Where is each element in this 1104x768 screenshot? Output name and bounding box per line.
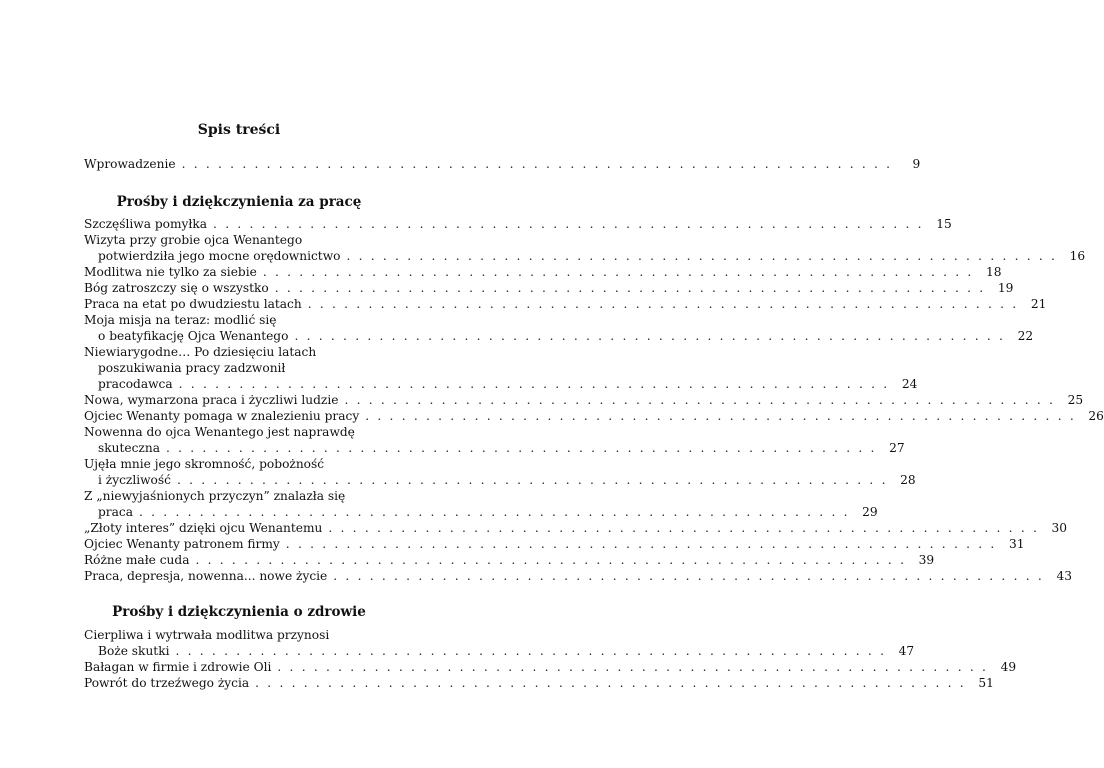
toc-entry-title: Bałagan w firmie i zdrowie Oli xyxy=(84,660,272,674)
toc-entry[interactable] xyxy=(84,488,878,520)
dot-leader: . . . . . . . . . . . . . . . . . . . . . . . . . . . . . . . . . . . . . . . . . . . . . . . . . . . . . . . . . . . xyxy=(307,297,1019,311)
dot-leader: . . . . . . . . . . . . . . . . . . . . . . . . . . . . . . . . . . . . . . . . . . . . . . . . . . . . . . . . . . . xyxy=(178,377,890,391)
dot-leader: . . . . . . . . . . . . . . . . . . . . . . . . . . . . . . . . . . . . . . . . . . . . . . . . . . . . . . . . . . . xyxy=(262,265,974,279)
toc-entry-title: Nowa, wymarzona praca i życzliwi ludzie xyxy=(84,393,339,407)
toc-entry-title: Powrót do trzeźwego życia xyxy=(84,676,250,690)
dot-leader: . . . . . . . . . . . . . . . . . . . . . . . . . . . . . . . . . . . . . . . . . . . . . . . . . . . . . . . . . . . xyxy=(365,409,1076,423)
toc-entry-line xyxy=(84,424,414,440)
toc-entry-title: Niewiarygodne… Po dziesięciu latach xyxy=(84,345,317,359)
toc-entry-title: Wprowadzenie xyxy=(84,157,176,171)
toc-entry-title: i życzliwość xyxy=(98,473,171,487)
toc-entry[interactable] xyxy=(84,659,1017,675)
toc-page-number: 24 xyxy=(901,377,918,391)
dot-leader: . . . . . . . . . . . . . . . . . . . . . . . . . . . . . . . . . . . . . . . . . . . . . . . . . . . . . . . . . . . xyxy=(165,441,877,455)
toc-entry[interactable] xyxy=(84,280,1014,296)
toc-entry[interactable] xyxy=(84,536,1025,552)
toc-entry-title: poszukiwania pracy zadzwonił xyxy=(98,361,286,375)
toc-page-number: 16 xyxy=(1069,249,1086,263)
toc-page-number: 25 xyxy=(1067,393,1084,407)
toc-entry-line xyxy=(84,552,935,568)
toc-entry-line xyxy=(84,456,414,472)
toc-entry-line xyxy=(84,504,878,520)
toc-entry-line xyxy=(84,627,414,643)
toc-page-number: 15 xyxy=(936,217,952,231)
toc-page-number: 26 xyxy=(1088,409,1104,423)
dot-leader: . . . . . . . . . . . . . . . . . . . . . . . . . . . . . . . . . . . . . . . . . . . . . . . . . . . . . . . . . . . xyxy=(274,281,986,295)
toc-entry-title: Wizyta przy grobie ojca Wenantego xyxy=(84,233,303,247)
dot-leader: . . . . . . . . . . . . . . . . . . . . . . . . . . . . . . . . . . . . . . . . . . . . . . . . . . . . . . . . . . . xyxy=(285,537,997,551)
toc-entry-line xyxy=(84,488,414,504)
section-work xyxy=(0,193,478,211)
toc-entry-title: Praca, depresja, nowenna... nowe życie xyxy=(84,569,328,583)
toc-entry-title: Cierpliwa i wytrwała modlitwa przynosi xyxy=(84,628,330,642)
section-heading: Prośby i dziękczynienia za pracę xyxy=(116,194,362,210)
toc-entry-line xyxy=(84,248,1086,264)
toc-entry-line xyxy=(84,312,414,328)
toc-entry-title: praca xyxy=(98,505,133,519)
toc-page-number: 22 xyxy=(1017,329,1034,343)
dot-leader: . . . . . . . . . . . . . . . . . . . . . . . . . . . . . . . . . . . . . . . . . . . . . . . . . . . . . . . . . . . xyxy=(333,569,1044,583)
dot-leader: . . . . . . . . . . . . . . . . . . . . . . . . . . . . . . . . . . . . . . . . . . . . . . . . . . . . . . . . . . . xyxy=(213,217,924,231)
section-heading: Prośby i dziękczynienia o zdrowie xyxy=(112,604,366,620)
toc-entry[interactable] xyxy=(84,552,935,568)
toc-entry[interactable] xyxy=(84,232,1086,264)
toc-entry-title: Praca na etat po dwudziestu latach xyxy=(84,297,302,311)
toc-entry-title: Boże skutki xyxy=(98,644,170,658)
toc-entry-title: Szczęśliwa pomyłka xyxy=(84,217,208,231)
toc-entry[interactable] xyxy=(84,424,905,456)
toc-entry[interactable] xyxy=(84,520,1068,536)
toc-entry[interactable] xyxy=(84,568,1072,584)
toc-entry-line xyxy=(84,156,921,172)
toc-page-number: 28 xyxy=(900,473,916,487)
toc-entry-line xyxy=(84,344,414,360)
dot-leader: . . . . . . . . . . . . . . . . . . . . . . . . . . . . . . . . . . . . . . . . . . . . . . . . . . . . . . . . . . . xyxy=(294,329,1006,343)
toc-page-number: 18 xyxy=(986,265,1002,279)
toc-entry-title: Modlitwa nie tylko za siebie xyxy=(84,265,257,279)
toc-entry-line xyxy=(84,264,1002,280)
toc-entry-title: „Złoty interes” dzięki ojcu Wenantemu xyxy=(84,521,323,535)
toc-title: Spis treści xyxy=(197,122,281,138)
section-health xyxy=(0,603,478,621)
toc-page-number: 27 xyxy=(889,441,905,455)
toc-page-number: 49 xyxy=(1000,660,1017,674)
toc-entry-line xyxy=(84,472,916,488)
toc-entry-line xyxy=(84,232,414,248)
toc-page-number: 31 xyxy=(1008,537,1025,551)
toc-entry[interactable] xyxy=(84,156,921,172)
dot-leader: . . . . . . . . . . . . . . . . . . . . . . . . . . . . . . . . . . . . . . . . . . . . . . . . . . . . . . . . . . . xyxy=(346,249,1058,263)
toc-page-number: 19 xyxy=(997,281,1014,295)
toc-entry[interactable] xyxy=(84,627,915,659)
toc-entry-title: Różne małe cuda xyxy=(84,553,190,567)
toc-entry[interactable] xyxy=(84,675,994,691)
section-work-entries xyxy=(84,216,1104,584)
toc-entry-title: pracodawca xyxy=(98,377,173,391)
toc-entry-line xyxy=(84,376,918,392)
toc-entry[interactable] xyxy=(84,344,918,392)
toc-entry[interactable] xyxy=(84,312,1034,344)
toc-entry-title: Ojciec Wenanty patronem firmy xyxy=(84,537,280,551)
dot-leader: . . . . . . . . . . . . . . . . . . . . . . . . . . . . . . . . . . . . . . . . . . . . . . . . . . . . . . . . . . . xyxy=(195,553,907,567)
toc-entry-line xyxy=(84,392,1084,408)
toc-page-number: 51 xyxy=(978,676,994,690)
toc-page-number: 43 xyxy=(1056,569,1072,583)
toc-entry-title: Nowenna do ojca Wenantego jest naprawdę xyxy=(84,425,355,439)
toc-entry[interactable] xyxy=(84,456,916,488)
toc-entry-title: potwierdziła jego mocne orędownictwo xyxy=(98,249,341,263)
toc-entry[interactable] xyxy=(84,216,952,232)
toc-page-number: 30 xyxy=(1051,521,1068,535)
toc-entry-title: Bóg zatroszczy się o wszystko xyxy=(84,281,269,295)
toc-page-number: 29 xyxy=(862,505,878,519)
toc-page-number: 9 xyxy=(912,157,921,171)
toc-entry-line xyxy=(84,643,915,659)
toc-entry-line xyxy=(84,328,1034,344)
toc-entry-title: Ujęła mnie jego skromność, pobożność xyxy=(84,457,325,471)
dot-leader: . . . . . . . . . . . . . . . . . . . . . . . . . . . . . . . . . . . . . . . . . . . . . . . . . . . . . . . . . . . xyxy=(277,660,989,674)
dot-leader: . . . . . . . . . . . . . . . . . . . . . . . . . . . . . . . . . . . . . . . . . . . . . . . . . . . . . . . . . . . xyxy=(328,521,1040,535)
toc-entry[interactable] xyxy=(84,296,1047,312)
toc-entry-line xyxy=(84,659,1017,675)
dot-leader: . . . . . . . . . . . . . . . . . . . . . . . . . . . . . . . . . . . . . . . . . . . . . . . . . . . . . . . . . . . xyxy=(255,676,966,690)
toc-page-number: 39 xyxy=(918,553,935,567)
section-health-entries xyxy=(84,627,1017,691)
toc-entry-line xyxy=(84,296,1047,312)
toc-entry-title: Moja misja na teraz: modlić się xyxy=(84,313,277,327)
toc-entry-line xyxy=(84,536,1025,552)
toc-entry-line xyxy=(84,360,414,376)
toc-entry[interactable] xyxy=(84,392,1084,408)
dot-leader: . . . . . . . . . . . . . . . . . . . . . . . . . . . . . . . . . . . . . . . . . . . . . . . . . . . . . . . . . . . xyxy=(176,473,888,487)
toc-entry-title: skuteczna xyxy=(98,441,160,455)
toc-entry-line xyxy=(84,280,1014,296)
toc-entry[interactable] xyxy=(84,408,1104,424)
toc-entry-line xyxy=(84,216,952,232)
intro-entries xyxy=(84,156,921,172)
dot-leader: . . . . . . . . . . . . . . . . . . . . . . . . . . . . . . . . . . . . . . . . . . . . . . . . . . . . . . . . . . . xyxy=(344,393,1056,407)
toc-entry-line xyxy=(84,440,905,456)
toc-page-number: 21 xyxy=(1030,297,1047,311)
toc-entry-title: Ojciec Wenanty pomaga w znalezieniu pracy xyxy=(84,409,360,423)
toc-entry-line xyxy=(84,568,1072,584)
dot-leader: . . . . . . . . . . . . . . . . . . . . . . . . . . . . . . . . . . . . . . . . . . . . . . . . . . . . . . . . . . . xyxy=(139,505,850,519)
toc-entry[interactable] xyxy=(84,264,1002,280)
toc-page-number: 47 xyxy=(898,644,915,658)
dot-leader: . . . . . . . . . . . . . . . . . . . . . . . . . . . . . . . . . . . . . . . . . . . . . . . . . . . . . . . . . . . xyxy=(175,644,887,658)
dot-leader: . . . . . . . . . . . . . . . . . . . . . . . . . . . . . . . . . . . . . . . . . . . . . . . . . . . . . . . . . . . xyxy=(181,157,893,171)
toc-entry-line xyxy=(84,520,1068,536)
toc-entry-title: o beatyfikację Ojca Wenantego xyxy=(98,329,289,343)
toc-entry-line xyxy=(84,408,1104,424)
toc-entry-line xyxy=(84,675,994,691)
toc-entry-title: Z „niewyjaśnionych przyczyn” znalazła się xyxy=(84,489,346,503)
